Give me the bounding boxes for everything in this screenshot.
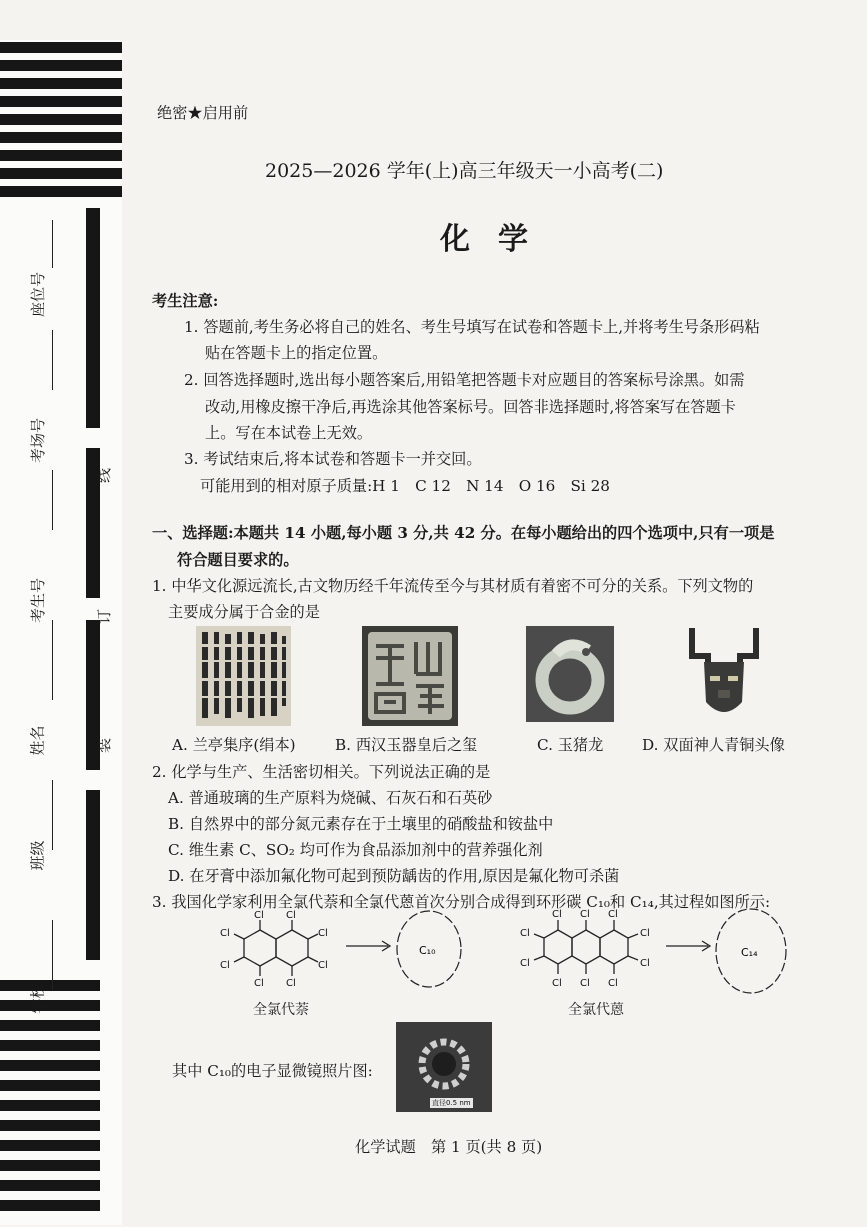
field-line [52, 220, 53, 268]
q3-stem: 3. 我国化学家利用全氯代萘和全氯代蒽首次分别合成得到环形碳 C₁₀和 C₁₄,其过程如图所示: [152, 893, 771, 911]
q1-option-b: B. 西汉玉器皇后之玺 [335, 736, 478, 754]
cut-mark-zhuang: 装 [95, 737, 114, 754]
bronze-head-image [684, 626, 764, 730]
field-line [52, 620, 53, 700]
cut-mark-xian: 线 [95, 467, 114, 484]
notice-line: 上。写在本试卷上无效。 [205, 424, 373, 442]
jade-pig-dragon-image [526, 626, 614, 722]
reaction-arrow [344, 938, 394, 954]
binding-bar [86, 790, 100, 960]
stripe [0, 150, 122, 161]
confidential-mark: 绝密★启用前 [157, 104, 249, 122]
ring-label: C₁₄ [741, 946, 758, 959]
field-candidate-number: 考生号 [29, 577, 48, 624]
cl-atom: Cl [286, 910, 296, 921]
q2-option-a: A. 普通玻璃的生产原料为烧碱、石灰石和石英砂 [168, 789, 493, 807]
stripe [0, 1040, 100, 1051]
stripe [0, 96, 122, 107]
q1-stem-cont: 主要成分属于合金的是 [168, 603, 320, 621]
stripe [0, 186, 122, 197]
cl-atom: Cl [318, 928, 328, 939]
field-line [52, 780, 53, 850]
notice-line: 2. 回答选择题时,选出每小题答案后,用铅笔把答题卡对应题目的答案标号涂黑。如需 [184, 371, 745, 389]
binding-strip [0, 40, 122, 1225]
cl-atom: Cl [580, 978, 590, 989]
perchloroanthracene-structure [520, 906, 662, 998]
field-line [52, 470, 53, 530]
q2-option-b: B. 自然界中的部分氮元素存在于土壤里的硝酸盐和铵盐中 [168, 815, 554, 833]
stripe [0, 60, 122, 71]
section-heading-cont: 符合题目要求的。 [177, 551, 299, 569]
q1-option-a: A. 兰亭集序(绢本) [172, 736, 296, 754]
exam-title: 2025—2026 学年(上)高三年级天一小高考(二) [265, 160, 664, 182]
cl-atom: Cl [220, 928, 230, 939]
atomic-mass: 可能用到的相对原子质量:H 1 C 12 N 14 O 16 Si 28 [200, 477, 610, 495]
stripe [0, 1100, 100, 1111]
scale-bar-label: 直径0.5 nm [432, 1099, 471, 1107]
q2-option-c: C. 维生素 C、SO₂ 均可作为食品添加剂中的营养强化剂 [168, 841, 543, 859]
cl-atom: Cl [254, 978, 264, 989]
cl-atom: Cl [520, 958, 530, 969]
cl-atom: Cl [640, 958, 650, 969]
q1-stem: 1. 中华文化源远流长,古文物历经千年流传至今与其材质有着密不可分的关系。下列文物的 [152, 577, 754, 595]
section-heading: 一、选择题:本题共 14 小题,每小题 3 分,共 42 分。在每小题给出的四个选项中,只有一项是 [152, 524, 775, 542]
field-school: 学校 [28, 983, 47, 1014]
notice-line: 3. 考试结束后,将本试卷和答题卡一并交回。 [184, 450, 482, 468]
page-footer: 化学试题 第 1 页(共 8 页) [355, 1138, 543, 1156]
cl-atom: Cl [254, 910, 264, 921]
stripe [0, 1060, 100, 1071]
subject-title: 化学 [440, 222, 556, 257]
stripe [0, 1200, 100, 1211]
field-class: 班级 [28, 840, 47, 871]
jade-seal-image [362, 626, 458, 726]
stripe [0, 1080, 100, 1091]
cyclo-c14-ring [710, 904, 792, 998]
c10-micrograph-image [396, 1022, 492, 1112]
stripe [0, 1120, 100, 1131]
q1-option-c: C. 玉猪龙 [537, 736, 604, 754]
cl-atom: Cl [318, 960, 328, 971]
stripe [0, 1180, 100, 1191]
ring-label: C₁₀ [419, 944, 436, 957]
binding-bar [86, 208, 100, 428]
mol2-label: 全氯代蒽 [568, 1002, 624, 1018]
cl-atom: Cl [640, 928, 650, 939]
field-seat-number: 座位号 [29, 271, 48, 318]
stripe [0, 78, 122, 89]
cl-atom: Cl [520, 928, 530, 939]
stripe [0, 1160, 100, 1171]
cyclo-c10-ring [392, 906, 466, 992]
cl-atom: Cl [552, 978, 562, 989]
cl-atom: Cl [608, 909, 618, 920]
field-line [52, 920, 53, 990]
cl-atom: Cl [286, 978, 296, 989]
field-exam-room: 考场号 [29, 417, 48, 464]
stripe [0, 168, 122, 179]
q2-option-d: D. 在牙膏中添加氟化物可起到预防龋齿的作用,原因是氟化物可杀菌 [168, 867, 620, 885]
cl-atom: Cl [552, 909, 562, 920]
notice-line: 1. 答题前,考生务必将自己的姓名、考生号填写在试卷和答题卡上,并将考生号条形码粘 [184, 318, 760, 336]
mol1-label: 全氯代萘 [253, 1002, 309, 1018]
cl-atom: Cl [608, 978, 618, 989]
stripe [0, 114, 122, 125]
stripe [0, 1140, 100, 1151]
lanting-scroll-image [196, 626, 291, 726]
stripe [0, 1000, 100, 1011]
q1-option-d: D. 双面神人青铜头像 [642, 736, 785, 754]
notice-line: 贴在答题卡上的指定位置。 [205, 344, 388, 362]
perchloronaphthalene-structure [220, 908, 340, 992]
field-name: 姓名 [28, 725, 47, 756]
notice-line: 改动,用橡皮擦干净后,再选涂其他答案标号。回答非选择题时,将答案写在答题卡 [205, 398, 736, 416]
notice-heading: 考生注意: [152, 292, 219, 310]
stripe [0, 1020, 100, 1031]
stripe [0, 980, 100, 991]
micrograph-caption: 其中 C₁₀的电子显微镜照片图: [172, 1062, 373, 1080]
reaction-arrow [664, 938, 714, 954]
q2-stem: 2. 化学与生产、生活密切相关。下列说法正确的是 [152, 763, 491, 781]
cl-atom: Cl [580, 909, 590, 920]
stripe [0, 132, 122, 143]
cut-mark-ding: 订 [95, 608, 114, 625]
stripe [0, 42, 122, 53]
field-line [52, 330, 53, 390]
cl-atom: Cl [220, 960, 230, 971]
